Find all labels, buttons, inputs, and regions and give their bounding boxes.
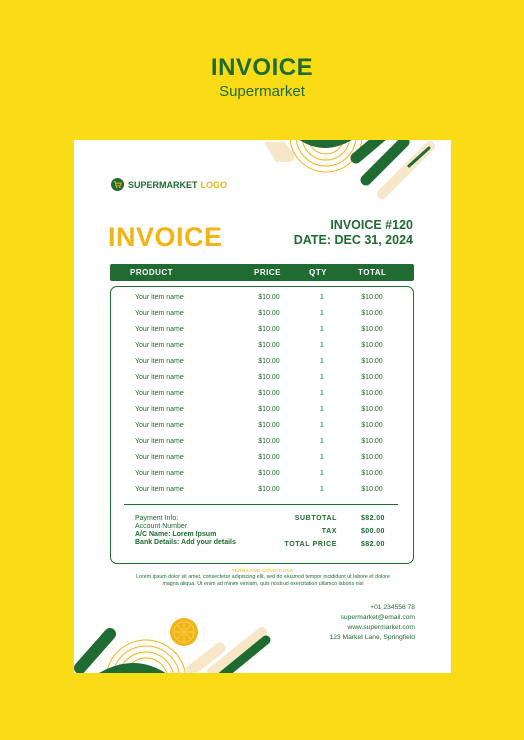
item-name: Your item name bbox=[135, 310, 184, 317]
item-total: $10.00 bbox=[361, 358, 383, 365]
item-total: $10.00 bbox=[361, 454, 383, 461]
top-decoration bbox=[254, 140, 451, 202]
item-qty: 1 bbox=[320, 406, 324, 413]
header-total: TOTAL bbox=[358, 268, 387, 277]
item-price: $10.00 bbox=[258, 454, 280, 461]
table-row bbox=[111, 387, 413, 403]
table-row bbox=[111, 291, 413, 307]
table-header bbox=[110, 264, 414, 281]
item-name: Your item name bbox=[135, 390, 184, 397]
contact-address: 123 Market Lane, Springfield bbox=[329, 634, 415, 641]
item-total: $10.00 bbox=[361, 342, 383, 349]
table-row bbox=[111, 467, 413, 483]
item-total: $10.00 bbox=[361, 406, 383, 413]
contact-email: supermarket@email.com bbox=[340, 614, 415, 621]
items-table bbox=[110, 286, 414, 564]
subtotal-value: $82.00 bbox=[361, 515, 385, 522]
table-row bbox=[111, 451, 413, 467]
item-qty: 1 bbox=[320, 358, 324, 365]
logo-name: SUPERMARKET bbox=[128, 179, 198, 190]
table-row bbox=[111, 403, 413, 419]
contact-website: www.supermarket.com bbox=[347, 624, 415, 631]
account-name: A/C Name: Lorem Ipsum bbox=[135, 531, 217, 538]
item-price: $10.00 bbox=[258, 310, 280, 317]
item-price: $10.00 bbox=[258, 486, 280, 493]
item-total: $10.00 bbox=[361, 310, 383, 317]
total-value: $82.00 bbox=[361, 541, 385, 548]
header-product: PRODUCT bbox=[130, 268, 174, 277]
terms-text bbox=[112, 574, 414, 588]
table-row bbox=[111, 307, 413, 323]
bottom-decoration bbox=[74, 610, 274, 673]
contact-phone: +01 234556 78 bbox=[370, 604, 415, 611]
table-row bbox=[111, 483, 413, 499]
item-qty: 1 bbox=[320, 294, 324, 301]
item-total: $10.00 bbox=[361, 422, 383, 429]
table-row bbox=[111, 339, 413, 355]
item-total: $10.00 bbox=[361, 374, 383, 381]
item-price: $10.00 bbox=[258, 374, 280, 381]
payment-info bbox=[135, 515, 236, 547]
item-price: $10.00 bbox=[258, 470, 280, 477]
item-total: $10.00 bbox=[361, 326, 383, 333]
total-label: TOTAL PRICE bbox=[284, 541, 337, 548]
item-name: Your item name bbox=[135, 342, 184, 349]
item-name: Your item name bbox=[135, 454, 184, 461]
item-name: Your item name bbox=[135, 422, 184, 429]
invoice-number: INVOICE #120 bbox=[330, 218, 413, 232]
item-name: Your item name bbox=[135, 406, 184, 413]
item-total: $10.00 bbox=[361, 438, 383, 445]
item-name: Your item name bbox=[135, 358, 184, 365]
item-price: $10.00 bbox=[258, 326, 280, 333]
terms-line-2: magna aliqua. Ut enim ad minim veniam, quis nostrud exercitation ullamco laboris nisi bbox=[162, 581, 364, 587]
tax-value: $00.00 bbox=[361, 528, 385, 535]
invoice-sheet bbox=[74, 140, 451, 673]
contact-info bbox=[329, 603, 415, 643]
item-total: $10.00 bbox=[361, 486, 383, 493]
item-name: Your item name bbox=[135, 326, 184, 333]
item-qty: 1 bbox=[320, 326, 324, 333]
item-qty: 1 bbox=[320, 438, 324, 445]
item-name: Your item name bbox=[135, 294, 184, 301]
item-price: $10.00 bbox=[258, 294, 280, 301]
item-qty: 1 bbox=[320, 470, 324, 477]
poster-title: INVOICE bbox=[210, 54, 314, 81]
item-total: $10.00 bbox=[361, 470, 383, 477]
item-name: Your item name bbox=[135, 470, 184, 477]
divider bbox=[124, 504, 398, 505]
poster-subtitle: Supermarket bbox=[219, 83, 305, 100]
account-number: Account Number bbox=[135, 523, 188, 530]
cart-icon bbox=[111, 178, 124, 191]
invoice-heading: INVOICE bbox=[108, 222, 223, 252]
item-qty: 1 bbox=[320, 486, 324, 493]
item-qty: 1 bbox=[320, 342, 324, 349]
item-qty: 1 bbox=[320, 310, 324, 317]
orange-slice-icon bbox=[170, 618, 198, 646]
terms-line-1: Lorem ipsum dolor sit amet, consectetur adipiscing elit, sed do eiusmod tempor incididunt ut labore et dolore bbox=[136, 574, 390, 580]
terms-title: TERMS AND CONDITIONS bbox=[231, 568, 294, 573]
bank-details: Bank Details: Add your details bbox=[135, 539, 236, 546]
item-qty: 1 bbox=[320, 422, 324, 429]
item-name: Your item name bbox=[135, 486, 184, 493]
supermarket-logo bbox=[111, 178, 227, 191]
item-total: $10.00 bbox=[361, 294, 383, 301]
item-qty: 1 bbox=[320, 390, 324, 397]
item-price: $10.00 bbox=[258, 358, 280, 365]
item-name: Your item name bbox=[135, 438, 184, 445]
invoice-meta bbox=[294, 218, 413, 248]
item-total: $10.00 bbox=[361, 390, 383, 397]
logo-accent: LOGO bbox=[200, 179, 228, 190]
invoice-date: DATE: DEC 31, 2024 bbox=[293, 233, 413, 247]
item-name: Your item name bbox=[135, 374, 184, 381]
item-price: $10.00 bbox=[258, 342, 280, 349]
payment-title: Payment Info: bbox=[135, 515, 179, 522]
subtotal-label: SUBTOTAL bbox=[294, 515, 337, 522]
table-row bbox=[111, 419, 413, 435]
table-row bbox=[111, 323, 413, 339]
header-price: PRICE bbox=[254, 268, 281, 277]
table-row bbox=[111, 435, 413, 451]
item-price: $10.00 bbox=[258, 406, 280, 413]
table-row bbox=[111, 371, 413, 387]
tax-label: TAX bbox=[321, 528, 337, 535]
item-price: $10.00 bbox=[258, 438, 280, 445]
item-price: $10.00 bbox=[258, 390, 280, 397]
item-qty: 1 bbox=[320, 374, 324, 381]
header-qty: QTY bbox=[309, 268, 327, 277]
item-price: $10.00 bbox=[258, 422, 280, 429]
item-qty: 1 bbox=[320, 454, 324, 461]
table-row bbox=[111, 355, 413, 371]
